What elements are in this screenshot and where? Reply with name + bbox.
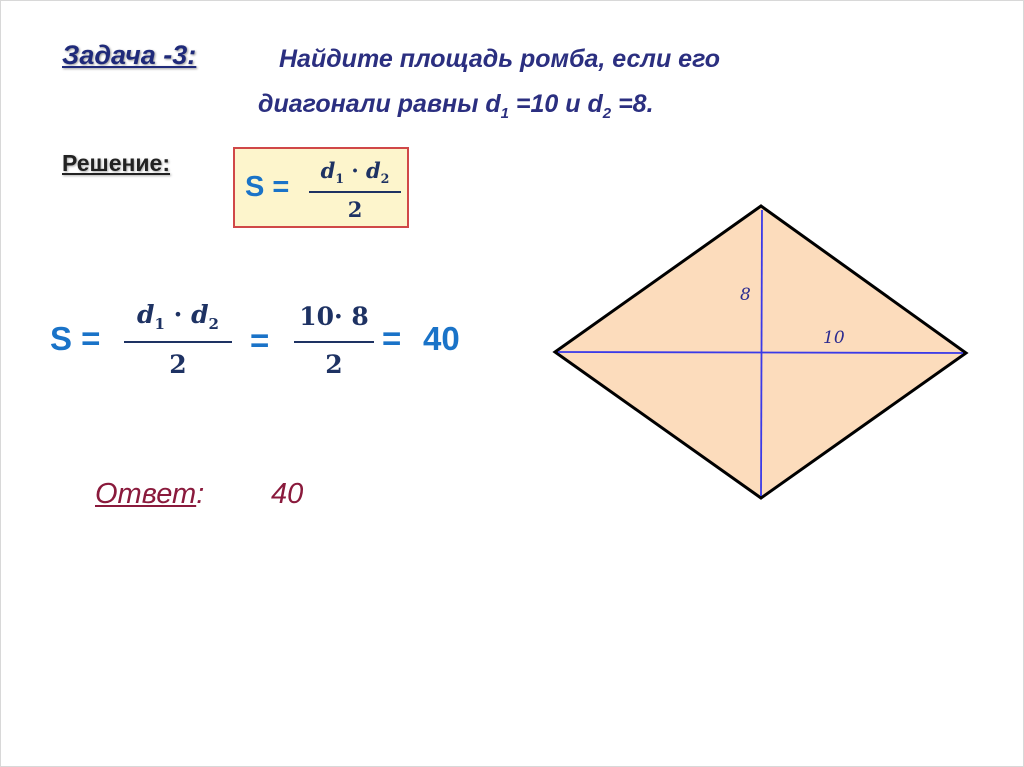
calc-denominator-2: 2 (325, 350, 343, 379)
d2-subscript: 2 (602, 105, 612, 122)
calc-d1-sub: 1 (154, 315, 165, 333)
calc-s: S = (50, 320, 101, 357)
d1-subscript: 1 (500, 105, 509, 122)
task-line-2-end: =8. (611, 90, 654, 118)
solution-label: Решение: (62, 150, 171, 176)
task-line-2-mid: =10 и d (508, 90, 603, 118)
label-d1: 10 (823, 328, 845, 348)
label-d2: 8 (740, 285, 751, 305)
calc-equals-2: = (382, 320, 402, 357)
task-label: Задача -3: (62, 40, 197, 70)
numerator-d1-sub: 1 (335, 171, 345, 187)
answer-word: Ответ (95, 478, 197, 510)
calc-result: 40 (423, 320, 460, 357)
calc-numerator-2: 10· 8 (299, 302, 369, 331)
calc-d2-sub: 2 (208, 315, 219, 333)
task-line-2-prefix: диагонали равны d (258, 90, 501, 118)
formula-s: S = (245, 171, 290, 203)
answer-colon: : (196, 478, 205, 510)
calc-equals-1: = (250, 322, 270, 359)
calc-denominator-1: 2 (169, 350, 187, 379)
numerator-d1: d (320, 158, 336, 183)
diagonal-horizontal (558, 352, 963, 353)
calc-d1: d (137, 300, 155, 329)
task-line-1: Найдите площадь ромба, если его (279, 45, 721, 73)
calc-d2: d (191, 300, 209, 329)
answer-value: 40 (271, 478, 304, 510)
formula-denominator: 2 (347, 197, 363, 222)
numerator-d2: d (365, 158, 381, 183)
numerator-d2-sub: 2 (380, 171, 390, 187)
calc-dot: · (164, 300, 192, 329)
numerator-dot: · (344, 158, 366, 183)
